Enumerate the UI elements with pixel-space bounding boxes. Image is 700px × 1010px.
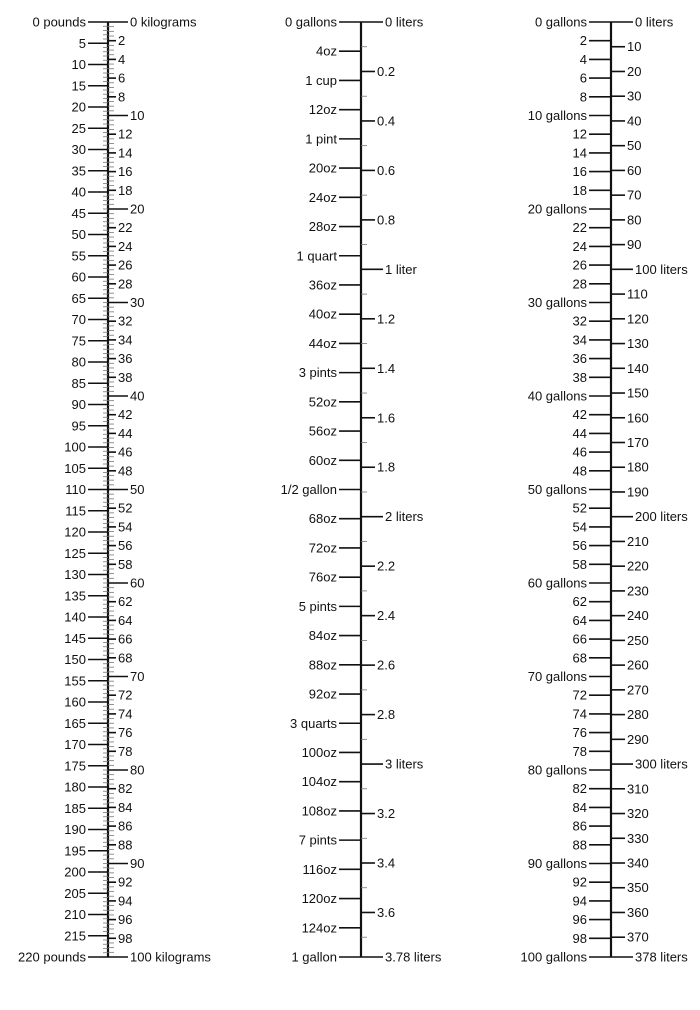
tick-label: 3 liters bbox=[385, 756, 424, 772]
tick-label: 90 gallons bbox=[527, 856, 587, 871]
tick-label: 55 bbox=[71, 248, 86, 264]
tick-label: 200 liters bbox=[635, 509, 688, 525]
tick-label: 0 gallons bbox=[534, 14, 587, 30]
tick-label: 40oz bbox=[308, 306, 337, 322]
tick-label: 92 bbox=[572, 874, 587, 890]
tick-label: 90 bbox=[130, 856, 145, 871]
tick-label: 40 bbox=[71, 184, 86, 200]
tick-label: 20 bbox=[627, 63, 642, 79]
tick-label: 1 liter bbox=[385, 261, 417, 277]
tick-label: 28 bbox=[572, 276, 587, 292]
tick-label: 0 liters bbox=[385, 14, 424, 30]
tick-label: 350 bbox=[627, 880, 649, 896]
tick-label: 170 bbox=[627, 435, 649, 451]
tick-label: 90 bbox=[627, 237, 642, 253]
tick-label: 74 bbox=[118, 706, 133, 722]
tick-label: 3.2 bbox=[377, 806, 396, 822]
tick-label: 54 bbox=[118, 519, 133, 535]
tick-label: 85 bbox=[71, 375, 86, 391]
tick-label: 80 bbox=[71, 354, 86, 370]
tick-label: 100oz bbox=[301, 744, 337, 760]
tick-label: 50 bbox=[130, 482, 145, 497]
tick-label: 1.2 bbox=[377, 311, 396, 327]
tick-label: 1 quart bbox=[296, 248, 337, 264]
tick-label: 1.6 bbox=[377, 410, 396, 426]
tick-label: 38 bbox=[572, 369, 587, 385]
tick-label: 88 bbox=[118, 837, 133, 853]
tick-label: 100 liters bbox=[635, 261, 688, 277]
tick-label: 2.4 bbox=[377, 608, 396, 624]
tick-label: 124oz bbox=[301, 920, 337, 936]
tick-label: 36 bbox=[118, 351, 133, 367]
tick-label: 18 bbox=[572, 182, 587, 198]
tick-label: 0.6 bbox=[377, 162, 396, 178]
tick-label: 20 bbox=[130, 201, 145, 217]
tick-label: 120 bbox=[64, 524, 86, 540]
tick-label: 44 bbox=[572, 425, 587, 441]
tick-label: 2.2 bbox=[377, 558, 396, 574]
tick-label: 0 pounds bbox=[32, 14, 86, 30]
tick-label: 95 bbox=[71, 418, 86, 434]
tick-label: 86 bbox=[118, 818, 133, 834]
tick-label: 80 bbox=[130, 762, 145, 778]
tick-label: 45 bbox=[71, 205, 86, 221]
tick-label: 70 bbox=[71, 312, 86, 327]
tick-label: 110 bbox=[65, 482, 86, 497]
tick-label: 190 bbox=[64, 822, 86, 837]
tick-label: 3.78 liters bbox=[385, 949, 442, 965]
tick-label: 10 gallons bbox=[527, 108, 587, 123]
tick-label: 60 bbox=[71, 269, 86, 285]
tick-label: 100 bbox=[64, 439, 86, 455]
tick-label: 330 bbox=[627, 830, 649, 846]
tick-label: 24 bbox=[118, 238, 133, 254]
tick-label: 56oz bbox=[308, 423, 337, 439]
tick-label: 3.4 bbox=[377, 855, 396, 871]
tick-label: 65 bbox=[71, 290, 86, 306]
tick-label: 26 bbox=[118, 257, 133, 273]
tick-label: 6 bbox=[579, 70, 587, 86]
tick-label: 170 bbox=[64, 737, 86, 752]
tick-label: 82 bbox=[572, 781, 587, 797]
tick-label: 70 bbox=[130, 669, 145, 684]
tick-label: 14 bbox=[572, 145, 587, 161]
tick-label: 30 bbox=[130, 295, 145, 310]
tick-label: 98 bbox=[572, 930, 587, 946]
tick-label: 24 bbox=[572, 238, 587, 254]
tick-label: 82 bbox=[118, 781, 133, 797]
tick-label: 76 bbox=[572, 725, 587, 741]
tick-label: 64 bbox=[118, 612, 133, 628]
tick-label: 76 bbox=[118, 725, 133, 741]
tick-label: 100 gallons bbox=[520, 949, 587, 965]
tick-label: 16 bbox=[572, 164, 587, 180]
tick-label: 35 bbox=[71, 163, 86, 179]
tick-label: 22 bbox=[572, 220, 587, 236]
tick-label: 40 gallons bbox=[527, 388, 587, 404]
tick-label: 72 bbox=[118, 687, 133, 703]
tick-label: 60 bbox=[130, 575, 145, 591]
tick-label: 36 bbox=[572, 351, 587, 367]
tick-label: 34 bbox=[118, 332, 133, 348]
tick-label: 74 bbox=[572, 706, 587, 722]
tick-label: 28oz bbox=[308, 219, 337, 235]
tick-label: 22 bbox=[118, 220, 133, 236]
tick-label: 84 bbox=[118, 799, 133, 815]
tick-label: 98 bbox=[118, 930, 133, 946]
tick-label: 36oz bbox=[308, 277, 337, 293]
tick-label: 290 bbox=[627, 731, 649, 747]
tick-label: 340 bbox=[627, 855, 649, 871]
tick-label: 15 bbox=[71, 78, 86, 94]
tick-label: 62 bbox=[118, 594, 133, 610]
tick-label: 18 bbox=[118, 182, 133, 198]
tick-label: 180 bbox=[627, 459, 649, 475]
tick-label: 110 bbox=[627, 286, 648, 302]
tick-label: 44oz bbox=[308, 335, 337, 351]
tick-label: 125 bbox=[64, 545, 86, 561]
tick-label: 200 bbox=[64, 864, 86, 880]
scale-small-volume bbox=[281, 15, 442, 965]
tick-label: 0.2 bbox=[377, 63, 396, 79]
tick-label: 210 bbox=[64, 907, 86, 922]
tick-label: 48 bbox=[118, 463, 133, 479]
tick-label: 84 bbox=[572, 799, 587, 815]
tick-label: 230 bbox=[627, 583, 649, 599]
tick-label: 360 bbox=[627, 904, 649, 920]
tick-label: 2 bbox=[118, 33, 126, 49]
tick-label: 88oz bbox=[308, 657, 337, 673]
tick-label: 104oz bbox=[301, 774, 337, 790]
tick-label: 0 liters bbox=[635, 14, 674, 30]
tick-label: 2 liters bbox=[385, 509, 424, 525]
tick-label: 270 bbox=[627, 682, 649, 698]
tick-label: 66 bbox=[118, 631, 133, 647]
tick-label: 88 bbox=[572, 837, 587, 853]
tick-label: 140 bbox=[64, 609, 86, 625]
scale-large-volume bbox=[521, 15, 689, 965]
tick-label: 68 bbox=[572, 650, 587, 666]
tick-label: 300 liters bbox=[635, 756, 688, 772]
tick-label: 66 bbox=[572, 631, 587, 647]
tick-label: 370 bbox=[627, 929, 649, 945]
tick-label: 75 bbox=[71, 333, 86, 349]
tick-label: 160 bbox=[627, 410, 649, 426]
tick-label: 195 bbox=[64, 843, 86, 859]
tick-label: 48 bbox=[572, 463, 587, 479]
tick-label: 215 bbox=[64, 928, 86, 944]
tick-label: 2 bbox=[579, 33, 587, 49]
tick-label: 58 bbox=[572, 556, 587, 572]
tick-label: 155 bbox=[64, 673, 86, 689]
tick-label: 250 bbox=[627, 632, 649, 648]
tick-label: 3.6 bbox=[377, 904, 396, 920]
tick-label: 210 bbox=[627, 533, 649, 549]
tick-label: 12oz bbox=[308, 102, 337, 118]
tick-label: 140 bbox=[627, 360, 649, 376]
tick-label: 30 bbox=[627, 88, 642, 104]
tick-label: 96 bbox=[572, 912, 587, 928]
tick-label: 24oz bbox=[308, 189, 337, 205]
tick-label: 2.6 bbox=[377, 657, 396, 673]
tick-label: 86 bbox=[572, 818, 587, 834]
tick-label: 185 bbox=[64, 800, 86, 816]
tick-label: 1 pint bbox=[305, 131, 337, 147]
tick-label: 25 bbox=[71, 120, 86, 136]
tick-label: 42 bbox=[118, 407, 133, 423]
tick-label: 135 bbox=[64, 588, 86, 604]
tick-label: 90 bbox=[71, 397, 86, 412]
tick-label: 52 bbox=[118, 500, 133, 516]
tick-label: 7 pints bbox=[298, 832, 337, 848]
tick-label: 62 bbox=[572, 594, 587, 610]
tick-label: 92 bbox=[118, 874, 133, 890]
tick-label: 280 bbox=[627, 707, 649, 723]
tick-label: 10 bbox=[627, 39, 642, 55]
tick-label: 5 pints bbox=[298, 598, 337, 614]
tick-label: 310 bbox=[627, 781, 649, 797]
tick-label: 4 bbox=[579, 51, 587, 67]
tick-label: 80 gallons bbox=[527, 762, 587, 778]
scale-weight bbox=[18, 15, 211, 965]
tick-label: 115 bbox=[65, 503, 86, 519]
tick-label: 70 bbox=[627, 187, 642, 203]
tick-label: 84oz bbox=[308, 628, 337, 644]
tick-label: 34 bbox=[572, 332, 587, 348]
tick-label: 0.4 bbox=[377, 113, 396, 129]
tick-label: 3 quarts bbox=[290, 715, 337, 731]
tick-label: 92oz bbox=[308, 686, 337, 702]
tick-label: 60 bbox=[627, 162, 642, 178]
tick-label: 220 bbox=[627, 558, 649, 574]
tick-label: 72oz bbox=[308, 540, 337, 556]
tick-label: 46 bbox=[572, 444, 587, 460]
tick-label: 32 bbox=[572, 313, 587, 329]
tick-label: 38 bbox=[118, 369, 133, 385]
tick-label: 100 kilograms bbox=[130, 949, 211, 965]
tick-label: 145 bbox=[64, 630, 86, 646]
tick-label: 1 cup bbox=[305, 72, 337, 88]
tick-label: 4oz bbox=[316, 43, 337, 59]
tick-label: 12 bbox=[118, 126, 133, 142]
tick-label: 80 bbox=[627, 212, 642, 228]
tick-label: 10 bbox=[71, 57, 86, 72]
tick-label: 60oz bbox=[308, 452, 337, 468]
tick-label: 6 bbox=[118, 70, 126, 86]
tick-label: 12 bbox=[572, 126, 587, 142]
tick-label: 165 bbox=[64, 715, 86, 731]
tick-label: 52oz bbox=[308, 394, 337, 410]
tick-label: 68oz bbox=[308, 511, 337, 527]
tick-label: 30 bbox=[71, 142, 86, 157]
tick-label: 0 kilograms bbox=[130, 14, 197, 30]
tick-label: 42 bbox=[572, 407, 587, 423]
tick-label: 120 bbox=[627, 311, 649, 327]
tick-label: 52 bbox=[572, 500, 587, 516]
tick-label: 1/2 gallon bbox=[280, 482, 337, 497]
tick-label: 44 bbox=[118, 425, 133, 441]
tick-label: 26 bbox=[572, 257, 587, 273]
tick-label: 58 bbox=[118, 556, 133, 572]
tick-label: 50 bbox=[71, 227, 86, 242]
tick-label: 72 bbox=[572, 687, 587, 703]
tick-label: 108oz bbox=[301, 803, 337, 819]
tick-label: 190 bbox=[627, 484, 649, 500]
tick-label: 130 bbox=[627, 336, 649, 352]
tick-label: 94 bbox=[572, 893, 587, 909]
tick-label: 2.8 bbox=[377, 707, 396, 723]
tick-label: 3 pints bbox=[298, 365, 337, 381]
tick-label: 56 bbox=[572, 538, 587, 554]
tick-label: 40 bbox=[627, 113, 642, 129]
tick-label: 70 gallons bbox=[527, 669, 587, 684]
tick-label: 120oz bbox=[301, 891, 337, 907]
tick-label: 46 bbox=[118, 444, 133, 460]
tick-label: 20oz bbox=[308, 160, 337, 176]
tick-label: 8 bbox=[579, 89, 587, 105]
tick-label: 378 liters bbox=[635, 949, 688, 965]
tick-label: 40 bbox=[130, 388, 145, 404]
tick-label: 5 bbox=[78, 35, 86, 51]
tick-label: 150 bbox=[64, 652, 86, 667]
tick-label: 60 gallons bbox=[527, 575, 587, 591]
tick-label: 150 bbox=[627, 385, 649, 401]
tick-label: 205 bbox=[64, 885, 86, 901]
tick-label: 50 bbox=[627, 138, 642, 154]
tick-label: 116oz bbox=[302, 861, 337, 877]
tick-label: 260 bbox=[627, 657, 649, 673]
tick-label: 130 bbox=[64, 567, 86, 582]
tick-label: 1 gallon bbox=[291, 949, 337, 965]
tick-label: 78 bbox=[572, 743, 587, 759]
tick-label: 8 bbox=[118, 89, 126, 105]
tick-label: 20 bbox=[71, 99, 86, 115]
tick-label: 20 gallons bbox=[527, 201, 587, 217]
tick-label: 240 bbox=[627, 608, 649, 624]
tick-label: 78 bbox=[118, 743, 133, 759]
tick-label: 1.8 bbox=[377, 459, 396, 475]
tick-label: 30 gallons bbox=[527, 295, 587, 310]
tick-label: 0.8 bbox=[377, 212, 396, 228]
tick-label: 320 bbox=[627, 806, 649, 822]
tick-label: 94 bbox=[118, 893, 133, 909]
tick-label: 56 bbox=[118, 538, 133, 554]
tick-label: 10 bbox=[130, 108, 145, 123]
tick-label: 64 bbox=[572, 612, 587, 628]
tick-label: 14 bbox=[118, 145, 133, 161]
tick-label: 68 bbox=[118, 650, 133, 666]
tick-label: 76oz bbox=[308, 569, 337, 585]
tick-label: 16 bbox=[118, 164, 133, 180]
tick-label: 28 bbox=[118, 276, 133, 292]
tick-label: 175 bbox=[64, 758, 86, 774]
tick-label: 180 bbox=[64, 779, 86, 795]
tick-label: 54 bbox=[572, 519, 587, 535]
tick-label: 4 bbox=[118, 51, 126, 67]
tick-label: 0 gallons bbox=[284, 14, 337, 30]
tick-label: 1.4 bbox=[377, 360, 396, 376]
tick-label: 220 pounds bbox=[18, 949, 86, 965]
tick-label: 105 bbox=[64, 460, 86, 476]
tick-label: 160 bbox=[64, 694, 86, 710]
tick-label: 50 gallons bbox=[527, 482, 587, 497]
tick-label: 96 bbox=[118, 912, 133, 928]
tick-label: 32 bbox=[118, 313, 133, 329]
